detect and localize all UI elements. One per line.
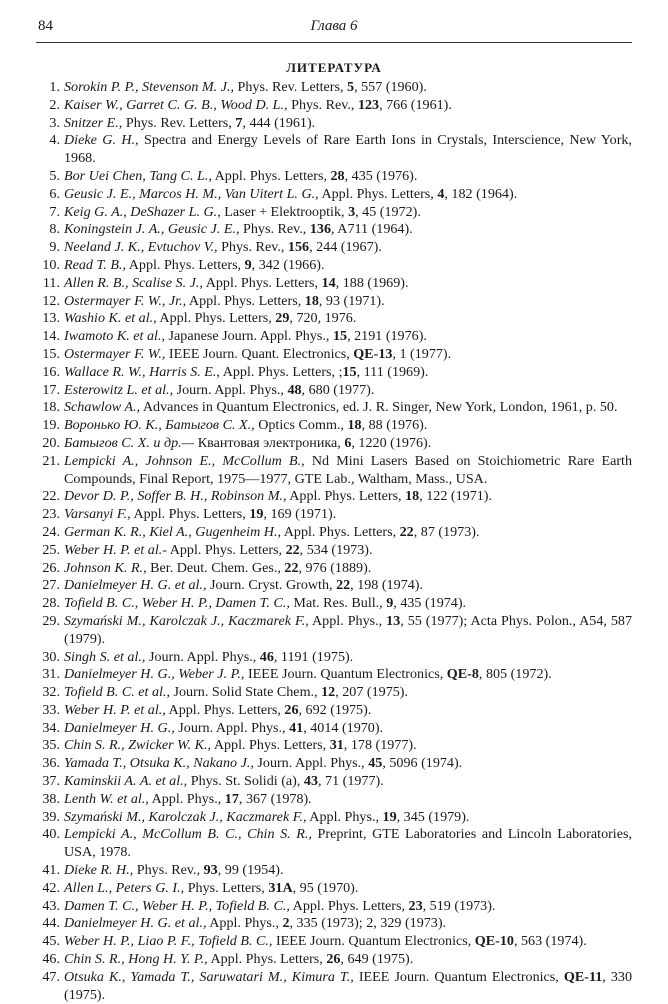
reference-volume: 15: [332, 328, 348, 345]
reference-item: [44, 417, 632, 435]
reference-source: Appl. Phys.,: [148, 790, 225, 807]
reference-volume: 22: [336, 577, 351, 594]
reference-authors: Allen L., Peters G. I.,: [64, 879, 185, 896]
reference-pages-year: , 198 (1974).: [350, 577, 423, 594]
reference-number: 1.: [49, 79, 60, 95]
reference-number: 31.: [42, 666, 60, 683]
reference-item: [44, 364, 632, 382]
reference-source: Journ. Appl. Phys.,: [173, 381, 288, 398]
reference-volume: 2: [282, 915, 290, 932]
reference-item: [44, 542, 632, 560]
reference-volume: 19: [382, 808, 397, 825]
reference-item: [44, 382, 632, 400]
reference-volume: 18: [304, 292, 319, 309]
reference-source: Appl. Phys. Letters,: [289, 897, 409, 914]
reference-number: 33.: [42, 701, 60, 718]
reference-number: 13.: [42, 310, 60, 327]
reference-number: 41.: [42, 862, 60, 879]
reference-source: Appl. Phys. Letters,: [130, 506, 250, 523]
reference-source: Advances in Quantum Electronics, ed. J. R. Singer, New York, London, 1961, p. 50.: [140, 399, 618, 416]
reference-source: Appl. Phys. Letters,: [186, 292, 305, 309]
reference-number: 7.: [49, 203, 60, 220]
reference-volume: 31A: [268, 879, 293, 896]
reference-pages-year: , 367 (1978).: [238, 790, 312, 807]
reference-number: 3.: [49, 114, 60, 131]
reference-item: [44, 933, 632, 951]
reference-pages-year: , 444 (1961).: [242, 114, 316, 131]
reference-pages-year: , 330 (1975).: [64, 968, 633, 1003]
reference-number: 40.: [42, 826, 60, 843]
reference-number: 29.: [42, 612, 60, 629]
reference-item: [44, 613, 632, 649]
reference-volume: 46: [259, 648, 274, 665]
reference-authors: Weber H. P. et al.,: [64, 701, 166, 718]
reference-number: 35.: [42, 737, 60, 754]
reference-number: 22.: [42, 488, 60, 505]
reference-source: Journ. Appl. Phys.,: [174, 719, 290, 736]
reference-authors: Bor Uei Chen, Tang C. L.,: [64, 167, 212, 184]
reference-authors: Keig G. A., DeShazer L. G.,: [64, 203, 221, 220]
reference-number: 43.: [42, 897, 60, 914]
reference-authors: Kaiser W., Garret C. G. B., Wood D. L.,: [64, 96, 288, 113]
reference-number: 4.: [49, 132, 60, 149]
reference-pages-year: , 557 (1960).: [354, 79, 427, 95]
reference-source: Ber. Deut. Chem. Ges.,: [146, 559, 285, 576]
reference-number: 34.: [42, 719, 60, 736]
reference-volume: 22: [284, 559, 299, 576]
reference-authors: Wallace R. W., Harris S. E.,: [64, 363, 220, 380]
reference-number: 5.: [49, 167, 60, 184]
reference-authors: Dieke R. H.,: [64, 862, 134, 879]
reference-number: 6.: [49, 185, 60, 202]
reference-item: [44, 791, 632, 809]
reference-pages-year: , 169 (1971).: [263, 506, 337, 523]
reference-item: [44, 79, 632, 97]
reference-authors: Lempicki A., McCollum B. C., Chin S. R.,: [64, 826, 312, 843]
reference-source: Phys. Rev. Letters,: [122, 114, 236, 131]
reference-pages-year: , 88 (1976).: [361, 417, 428, 434]
reference-pages-year: , 342 (1966).: [251, 256, 325, 273]
header-rule: [36, 42, 632, 43]
reference-number: 25.: [42, 541, 60, 558]
reference-item: [44, 666, 632, 684]
reference-source: Appl. Phys. Letters, ;: [219, 363, 343, 380]
reference-volume: 156: [287, 239, 310, 256]
reference-authors: Kaminskii A. A. et al.,: [64, 773, 188, 790]
reference-source: Phys. Letters,: [184, 879, 269, 896]
reference-number: 24.: [42, 523, 60, 540]
reference-item: [44, 257, 632, 275]
page-header: [38, 18, 630, 40]
reference-volume: QE-10: [474, 933, 514, 950]
reference-authors: Read T. B.,: [64, 256, 126, 273]
reference-source: Квантовая электроника,: [194, 434, 345, 451]
reference-item: [44, 221, 632, 239]
reference-item: [44, 684, 632, 702]
reference-number: 18.: [42, 399, 60, 416]
reference-source: Appl. Phys. Letters,: [202, 274, 322, 291]
reference-item: [44, 826, 632, 862]
reference-number: 21.: [42, 452, 60, 469]
reference-authors: Devor D. P., Soffer B. H., Robinson M.,: [64, 488, 287, 505]
reference-item: [44, 524, 632, 542]
reference-pages-year: , 4014 (1970).: [303, 719, 384, 736]
reference-pages-year: , 2191 (1976).: [347, 328, 427, 345]
reference-item: [44, 399, 632, 417]
reference-pages-year: , 345 (1979).: [396, 808, 470, 825]
reference-source: Phys. St. Solidi (a),: [187, 773, 304, 790]
reference-authors: Varsanyi F.,: [64, 506, 131, 523]
reference-number: 38.: [42, 790, 60, 807]
reference-pages-year: , 335 (1973); 2, 329 (1973).: [289, 915, 447, 932]
reference-source: Appl. Phys. Letters,: [281, 523, 400, 540]
reference-pages-year: , 805 (1972).: [478, 666, 552, 683]
reference-volume: 29: [275, 310, 290, 327]
reference-pages-year: , A711 (1964).: [331, 221, 413, 238]
reference-item: [44, 239, 632, 257]
reference-authors: Otsuka K., Yamada T., Saruwatari M., Kimura T.,: [64, 968, 354, 985]
reference-item: [44, 880, 632, 898]
reference-source: Japanese Journ. Appl. Phys.,: [165, 328, 333, 345]
reference-source: Appl. Phys. Letters,: [207, 951, 327, 968]
reference-volume: 136: [309, 221, 331, 238]
reference-authors: Tofield B. C. et al.,: [64, 684, 170, 701]
reference-volume: 5: [347, 79, 355, 95]
reference-pages-year: , 178 (1977).: [343, 737, 417, 754]
reference-list: [44, 79, 632, 1004]
reference-source: Journ. Appl. Phys.,: [145, 648, 260, 665]
reference-volume: QE-11: [563, 968, 603, 985]
page-number: 84: [38, 18, 53, 34]
reference-item: [44, 720, 632, 738]
reference-item: [44, 310, 632, 328]
reference-authors: Snitzer E.,: [64, 114, 123, 131]
reference-source: Nd Mini Lasers Based on Stoichiometric Rare Earth Compounds, Final Report, 1975—1977, GTE Lab., Waltham, Mass., USA.: [64, 452, 632, 487]
reference-authors: Danielmeyer H. G. et al.,: [64, 577, 207, 594]
reference-pages-year: , 976 (1889).: [298, 559, 372, 576]
reference-source: Appl. Phys. Letters,: [318, 185, 438, 202]
reference-source: Appl. Phys. Letters,: [156, 310, 276, 327]
reference-authors: Воронько Ю. К., Батыгов С. Х.,: [64, 417, 255, 434]
reference-volume: 43: [303, 773, 318, 790]
reference-source: Appl. Phys.,: [206, 915, 283, 932]
reference-source: IEEE Journ. Quant. Electronics,: [165, 345, 354, 362]
reference-pages-year: , 244 (1967).: [309, 239, 382, 256]
reference-source: Appl. Phys. Letters,: [286, 488, 406, 505]
reference-source: Mat. Res. Bull.,: [289, 595, 387, 612]
reference-number: 17.: [42, 381, 60, 398]
reference-authors: Neeland J. K., Evtuchov V.,: [64, 239, 218, 256]
reference-volume: 14: [321, 274, 336, 291]
reference-number: 39.: [42, 808, 60, 825]
reference-volume: 41: [289, 719, 304, 736]
reference-number: 11.: [42, 274, 60, 291]
reference-item: [44, 204, 632, 222]
reference-pages-year: , 1191 (1975).: [273, 648, 354, 665]
reference-authors: Washio K. et al.,: [64, 310, 157, 327]
reference-number: 16.: [42, 363, 60, 380]
reference-source: IEEE Journ. Quantum Electronics,: [353, 968, 564, 985]
reference-source: Laser + Elektrooptik,: [220, 203, 349, 220]
reference-volume: 123: [357, 96, 380, 113]
reference-item: [44, 168, 632, 186]
reference-number: 32.: [42, 684, 60, 701]
reference-item: [44, 773, 632, 791]
reference-item: [44, 595, 632, 613]
reference-volume: 19: [249, 506, 264, 523]
reference-pages-year: , 122 (1971).: [419, 488, 493, 505]
reference-item: [44, 488, 632, 506]
reference-source: Journ. Appl. Phys.,: [253, 755, 369, 772]
reference-source: Appl. Phys. Letters,: [165, 701, 285, 718]
reference-item: [44, 809, 632, 827]
reference-authors: German K. R., Kiel A., Gugenheim H.,: [64, 523, 281, 540]
reference-item: [44, 649, 632, 667]
reference-authors: Lenth W. et al.,: [64, 790, 149, 807]
reference-authors: Weber H. P. et al.-: [64, 541, 167, 558]
reference-source: Phys. Rev. Letters,: [234, 79, 348, 95]
reference-number: 45.: [42, 933, 60, 950]
reference-number: 2.: [49, 96, 60, 113]
reference-volume: 6: [344, 434, 352, 451]
reference-number: 44.: [42, 915, 60, 932]
reference-item: [44, 506, 632, 524]
reference-pages-year: , 1220 (1976).: [351, 434, 432, 451]
reference-authors: Damen T. C., Weber H. P., Tofield B. C.,: [64, 897, 290, 914]
reference-item: [44, 577, 632, 595]
reference-number: 12.: [42, 292, 60, 309]
reference-item: [44, 435, 632, 453]
reference-source: Appl. Phys. Letters,: [211, 737, 330, 754]
reference-volume: QE-8: [446, 666, 479, 683]
reference-pages-year: , 99 (1954).: [217, 862, 284, 879]
reference-authors: Tofield B. C., Weber H. P., Damen T. C.,: [64, 595, 290, 612]
reference-source: Spectra and Energy Levels of Rare Earth Ions in Crystals, Interscience, New York, 1968.: [64, 132, 632, 167]
reference-number: 27.: [42, 577, 60, 594]
reference-authors: Weber H. P., Liao P. F., Tofield B. C.,: [64, 933, 273, 950]
reference-authors: Geusic J. E., Marcos H. M., Van Uitert L. G.,: [64, 185, 319, 202]
reference-volume: 4: [437, 185, 445, 202]
reference-authors: Батыгов С. Х. и др.—: [64, 434, 195, 451]
reference-volume: 9: [386, 595, 394, 612]
reference-number: 46.: [42, 951, 60, 968]
reference-source: Journ. Cryst. Growth,: [206, 577, 337, 594]
reference-number: 9.: [49, 239, 60, 256]
reference-pages-year: , 435 (1974).: [393, 595, 467, 612]
reference-pages-year: , 692 (1975).: [298, 701, 372, 718]
reference-source: Appl. Phys.,: [306, 808, 383, 825]
reference-pages-year: , 207 (1975).: [335, 684, 409, 701]
reference-number: 10.: [42, 256, 60, 273]
reference-volume: 15: [342, 363, 357, 380]
reference-authors: Dieke G. H.,: [64, 132, 139, 149]
reference-number: 30.: [42, 648, 60, 665]
reference-authors: Esterowitz L. et al.,: [64, 381, 174, 398]
reference-number: 42.: [42, 879, 60, 896]
reference-number: 14.: [42, 328, 60, 345]
reference-volume: 7: [235, 114, 243, 131]
reference-authors: Chin S. R., Zwicker W. K.,: [64, 737, 212, 754]
reference-authors: Schawlow A.,: [64, 399, 141, 416]
reference-number: 8.: [49, 221, 60, 238]
reference-pages-year: , 95 (1970).: [292, 879, 359, 896]
reference-item: [44, 560, 632, 578]
running-head: Глава 6: [310, 18, 358, 34]
reference-item: [44, 293, 632, 311]
reference-authors: Sorokin P. P., Stevenson M. J.,: [64, 79, 235, 95]
reference-pages-year: , 435 (1976).: [344, 167, 418, 184]
reference-number: 20.: [42, 434, 60, 451]
reference-item: [44, 862, 632, 880]
reference-source: Appl. Phys. Letters,: [125, 256, 245, 273]
reference-volume: 18: [405, 488, 420, 505]
reference-source: Phys. Rev.,: [239, 221, 310, 238]
reference-pages-year: , 93 (1971).: [318, 292, 385, 309]
reference-volume: 18: [347, 417, 362, 434]
reference-number: 37.: [42, 773, 60, 790]
reference-pages-year: , 188 (1969).: [335, 274, 409, 291]
reference-pages-year: , 1 (1977).: [392, 345, 452, 362]
reference-pages-year: , 55 (1977); Acta Phys. Polon., A54, 587 (1979).: [64, 612, 633, 647]
reference-authors: Szymański M., Karolczak J., Kaczmarek F.,: [64, 612, 309, 629]
reference-pages-year: , 182 (1964).: [444, 185, 518, 202]
reference-volume: 22: [285, 541, 300, 558]
reference-pages-year: , 87 (1973).: [413, 523, 480, 540]
reference-authors: Allen R. B., Scalise S. J.,: [64, 274, 203, 291]
reference-authors: Ostermayer F. W.,: [64, 345, 166, 362]
reference-number: 28.: [42, 595, 60, 612]
reference-item: [44, 755, 632, 773]
reference-number: 19.: [42, 417, 60, 434]
reference-item: [44, 951, 632, 969]
reference-pages-year: , 111 (1969).: [356, 363, 429, 380]
reference-authors: Danielmeyer H. G.,: [64, 719, 175, 736]
reference-source: Appl. Phys. Letters,: [211, 167, 331, 184]
reference-number: 15.: [42, 345, 60, 362]
reference-volume: 31: [329, 737, 344, 754]
reference-source: Phys. Rev.,: [133, 862, 204, 879]
reference-authors: Chin S. R., Hong H. Y. P.,: [64, 951, 208, 968]
reference-item: [44, 328, 632, 346]
reference-volume: 45: [368, 755, 383, 772]
reference-authors: Iwamoto K. et al.,: [64, 328, 166, 345]
reference-item: [44, 453, 632, 489]
reference-pages-year: , 5096 (1974).: [382, 755, 463, 772]
reference-source: Appl. Phys.,: [308, 612, 387, 629]
reference-source: IEEE Journ. Quantum Electronics,: [272, 933, 475, 950]
reference-volume: 22: [399, 523, 414, 540]
reference-number: 23.: [42, 506, 60, 523]
reference-authors: Johnson K. R.,: [64, 559, 147, 576]
reference-pages-year: , 720, 1976.: [289, 310, 357, 327]
reference-volume: 9: [244, 256, 252, 273]
reference-volume: 28: [330, 167, 345, 184]
reference-source: Preprint, GTE Laboratories and Lincoln Laboratories, USA, 1978.: [64, 826, 632, 861]
reference-pages-year: , 766 (1961).: [379, 96, 452, 113]
reference-authors: Singh S. et al.,: [64, 648, 146, 665]
reference-source: Appl. Phys. Letters,: [166, 541, 286, 558]
reference-source: Phys. Rev.,: [217, 239, 288, 256]
reference-volume: 13: [386, 612, 401, 629]
reference-item: [44, 97, 632, 115]
reference-source: IEEE Journ. Quantum Electronics,: [244, 666, 447, 683]
reference-item: [44, 186, 632, 204]
reference-item: [44, 115, 632, 133]
reference-pages-year: , 563 (1974).: [513, 933, 587, 950]
reference-pages-year: , 649 (1975).: [340, 951, 414, 968]
reference-item: [44, 132, 632, 168]
reference-pages-year: , 534 (1973).: [299, 541, 373, 558]
reference-volume: 17: [224, 790, 239, 807]
reference-volume: 48: [287, 381, 302, 398]
reference-number: 47.: [42, 968, 60, 985]
reference-source: Phys. Rev.,: [287, 96, 358, 113]
reference-pages-year: , 71 (1977).: [317, 773, 384, 790]
reference-item: [44, 737, 632, 755]
reference-volume: 23: [408, 897, 423, 914]
reference-pages-year: , 519 (1973).: [422, 897, 496, 914]
reference-source: Journ. Solid State Chem.,: [169, 684, 322, 701]
reference-item: [44, 898, 632, 916]
reference-volume: 3: [348, 203, 356, 220]
reference-authors: Koningstein J. A., Geusic J. E.,: [64, 221, 240, 238]
reference-item: [44, 702, 632, 720]
reference-authors: Lempicki A., Johnson E., McCollum B.,: [64, 452, 305, 469]
reference-authors: Szymański M., Karolczak J., Kaczmarek F.,: [64, 808, 307, 825]
reference-authors: Danielmeyer H. G. et al.,: [64, 915, 207, 932]
section-title: ЛИТЕРАТУРА: [286, 60, 382, 75]
reference-source: Optics Comm.,: [254, 417, 348, 434]
reference-authors: Danielmeyer H. G., Weber J. P.,: [64, 666, 245, 683]
reference-authors: Yamada T., Otsuka K., Nakano J.,: [64, 755, 254, 772]
reference-volume: QE-13: [353, 345, 393, 362]
reference-pages-year: , 45 (1972).: [355, 203, 421, 220]
reference-item: [44, 346, 632, 364]
reference-volume: 12: [321, 684, 336, 701]
reference-pages-year: , 680 (1977).: [301, 381, 375, 398]
reference-volume: 26: [326, 951, 341, 968]
reference-authors: Ostermayer F. W., Jr.,: [64, 292, 187, 309]
reference-item: [44, 275, 632, 293]
reference-volume: 26: [284, 701, 299, 718]
reference-volume: 93: [203, 862, 218, 879]
reference-item: [44, 969, 632, 1004]
reference-item: [44, 915, 632, 933]
reference-number: 36.: [42, 755, 60, 772]
reference-number: 26.: [42, 559, 60, 576]
